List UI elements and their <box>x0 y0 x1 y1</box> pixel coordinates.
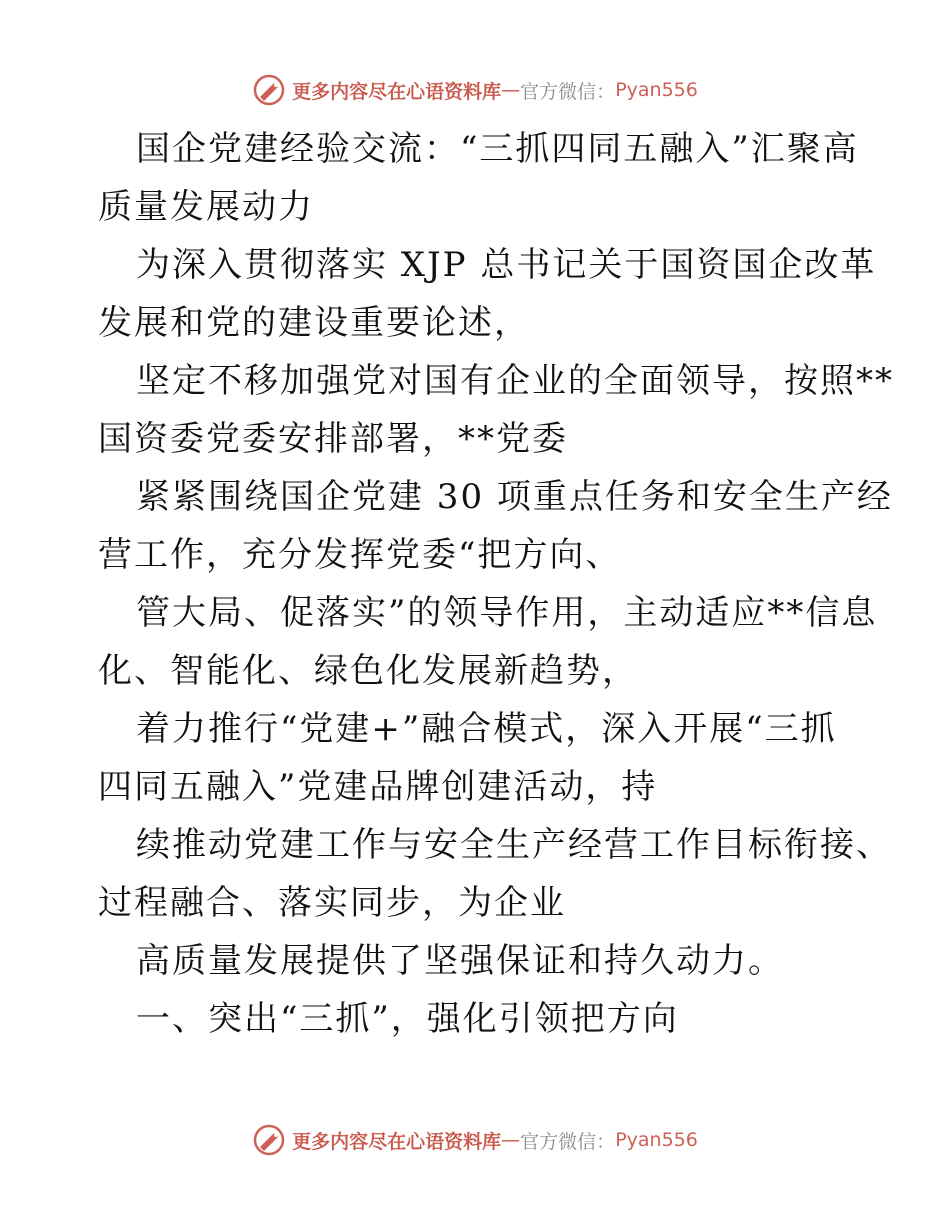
doc-line: 质量发展动力 <box>98 187 314 227</box>
watermark-main-text: 更多内容尽在心语资料库 <box>292 1130 502 1153</box>
doc-line: 国企党建经验交流：“三抓四同五融入”汇聚高 <box>136 129 859 169</box>
doc-line: 营工作，充分发挥党委“把方向、 <box>98 535 622 575</box>
doc-line: 化、智能化、绿色化发展新趋势， <box>98 651 638 691</box>
watermark-sub-text: 官方微信： <box>520 80 616 103</box>
doc-line: 管大局、促落实”的领导作用，主动适应**信息 <box>136 593 878 633</box>
header-watermark <box>0 70 950 110</box>
watermark-separator: — <box>501 1129 521 1151</box>
doc-line: 国资委党委安排部署，**党委 <box>98 419 568 459</box>
footer-watermark <box>0 1120 950 1160</box>
doc-line: 续推动党建工作与安全生产经营工作目标衔接、 <box>136 825 892 865</box>
doc-line: 四同五融入”党建品牌创建活动，持 <box>98 767 658 807</box>
doc-line: 紧紧围绕国企党建 30 项重点任务和安全生产经 <box>136 477 893 517</box>
doc-line: 着力推行“党建+”融合模式，深入开展“三抓 <box>136 709 837 749</box>
doc-line: 发展和党的建设重要论述， <box>98 303 530 343</box>
doc-line: 为深入贯彻落实 XJP 总书记关于国资国企改革 <box>136 245 877 285</box>
doc-line: 坚定不移加强党对国有企业的全面领导，按照** <box>136 361 894 401</box>
doc-line: 高质量发展提供了坚强保证和持久动力。 <box>136 941 784 981</box>
watermark-sub-text: 官方微信： <box>520 1130 616 1153</box>
watermark-main-text: 更多内容尽在心语资料库 <box>292 80 502 103</box>
watermark-id: Pyan556 <box>615 79 698 101</box>
document-body <box>98 120 894 1048</box>
pen-logo-icon <box>252 1123 286 1157</box>
pen-logo-icon <box>252 73 286 107</box>
doc-line: 过程融合、落实同步，为企业 <box>98 883 566 923</box>
watermark-id: Pyan556 <box>615 1129 698 1151</box>
watermark-separator: — <box>501 79 521 101</box>
section-heading: 一、突出“三抓”，强化引领把方向 <box>136 999 679 1039</box>
